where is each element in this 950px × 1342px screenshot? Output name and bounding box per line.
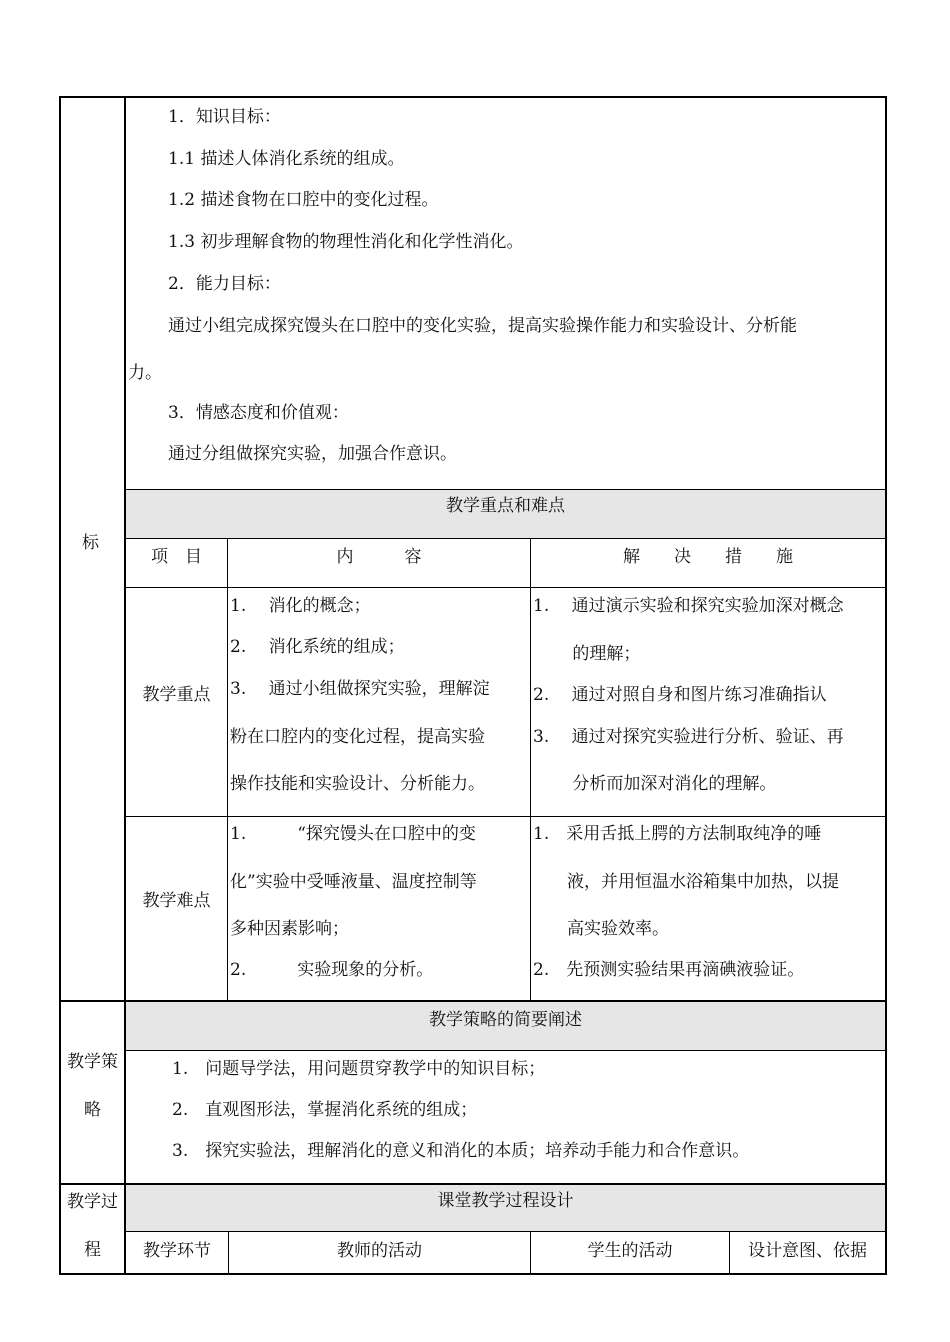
row-content-line: 1. “探究馒头在口腔中的变 [230,824,476,844]
header-content: 内 容 [336,547,422,567]
row-measure-line: 2. 通过对照自身和图片练习准确指认 [533,685,827,705]
row-item-key: 教学重点 [142,685,211,705]
objective-line: 通过分组做探究实验，加强合作意识。 [168,444,457,464]
row-content-line: 粉在口腔内的变化过程，提高实验 [230,727,485,747]
row-content-line: 化”实验中受唾液量、温度控制等 [230,872,477,892]
row-measure-line: 1. 采用舌抵上腭的方法制取纯净的唾 [533,824,822,844]
row-content-line: 1. 消化的概念； [230,596,371,616]
process-header-stage: 教学环节 [143,1241,211,1261]
row-measure-line: 1. 通过演示实验和探究实验加深对概念 [533,596,844,616]
process-title: 课堂教学过程设计 [437,1191,574,1211]
process-side-label: 程 [84,1240,101,1260]
objective-line: 1.1 描述人体消化系统的组成。 [168,149,405,169]
process-header-teacher: 教师的活动 [337,1241,422,1261]
objective-line: 1．知识目标： [168,107,281,127]
row-measure-line: 3. 通过对探究实验进行分析、验证、再 [533,727,844,747]
objective-line: 1.2 描述食物在口腔中的变化过程。 [168,190,439,210]
row-content-line: 2. 实验现象的分析。 [230,960,434,980]
strategy-item: 3. 探究实验法，理解消化的意义和消化的本质；培养动手能力和合作意识。 [172,1141,750,1161]
strategy-title: 教学策略的简要阐述 [429,1010,582,1030]
row-content-line: 多种因素影响； [230,919,349,939]
row-content-line: 操作技能和实验设计、分析能力。 [230,774,485,794]
process-side-label: 教学过 [67,1192,118,1212]
objective-line: 力。 [128,363,162,383]
row-content-line: 3. 通过小组做探究实验，理解淀 [230,679,490,699]
objective-line: 3．情感态度和价值观： [168,403,349,423]
objective-line: 通过小组完成探究馒头在口腔中的变化实验，提高实验操作能力和实验设计、分析能 [168,316,797,336]
row-measure-line: 2. 先预测实验结果再滴碘液验证。 [533,960,805,980]
objective-line: 2．能力目标： [168,274,281,294]
header-measures: 解 决 措 施 [623,547,793,567]
row-measure-line: 分析而加深对消化的理解。 [533,774,777,794]
strategy-item: 2. 直观图形法，掌握消化系统的组成； [172,1100,478,1120]
strategy-side-label: 教学策 [67,1052,118,1072]
header-item: 项 目 [151,547,202,567]
row-item-difficulty: 教学难点 [142,891,211,911]
strategy-item: 1. 问题导学法，用问题贯穿教学中的知识目标； [172,1059,546,1079]
row-measure-line: 的理解； [533,644,641,664]
row-content-line: 2. 消化系统的组成； [230,637,405,657]
row-measure-line: 高实验效率。 [533,919,669,939]
key-points-title: 教学重点和难点 [446,496,565,516]
row-measure-line: 液，并用恒温水浴箱集中加热，以提 [533,872,839,892]
process-header-intent: 设计意图、依据 [748,1241,867,1261]
strategy-side-label: 略 [84,1100,101,1120]
objective-line: 1.3 初步理解食物的物理性消化和化学性消化。 [168,232,524,252]
objectives-side-label: 标 [82,533,99,553]
process-header-student: 学生的活动 [587,1241,673,1261]
